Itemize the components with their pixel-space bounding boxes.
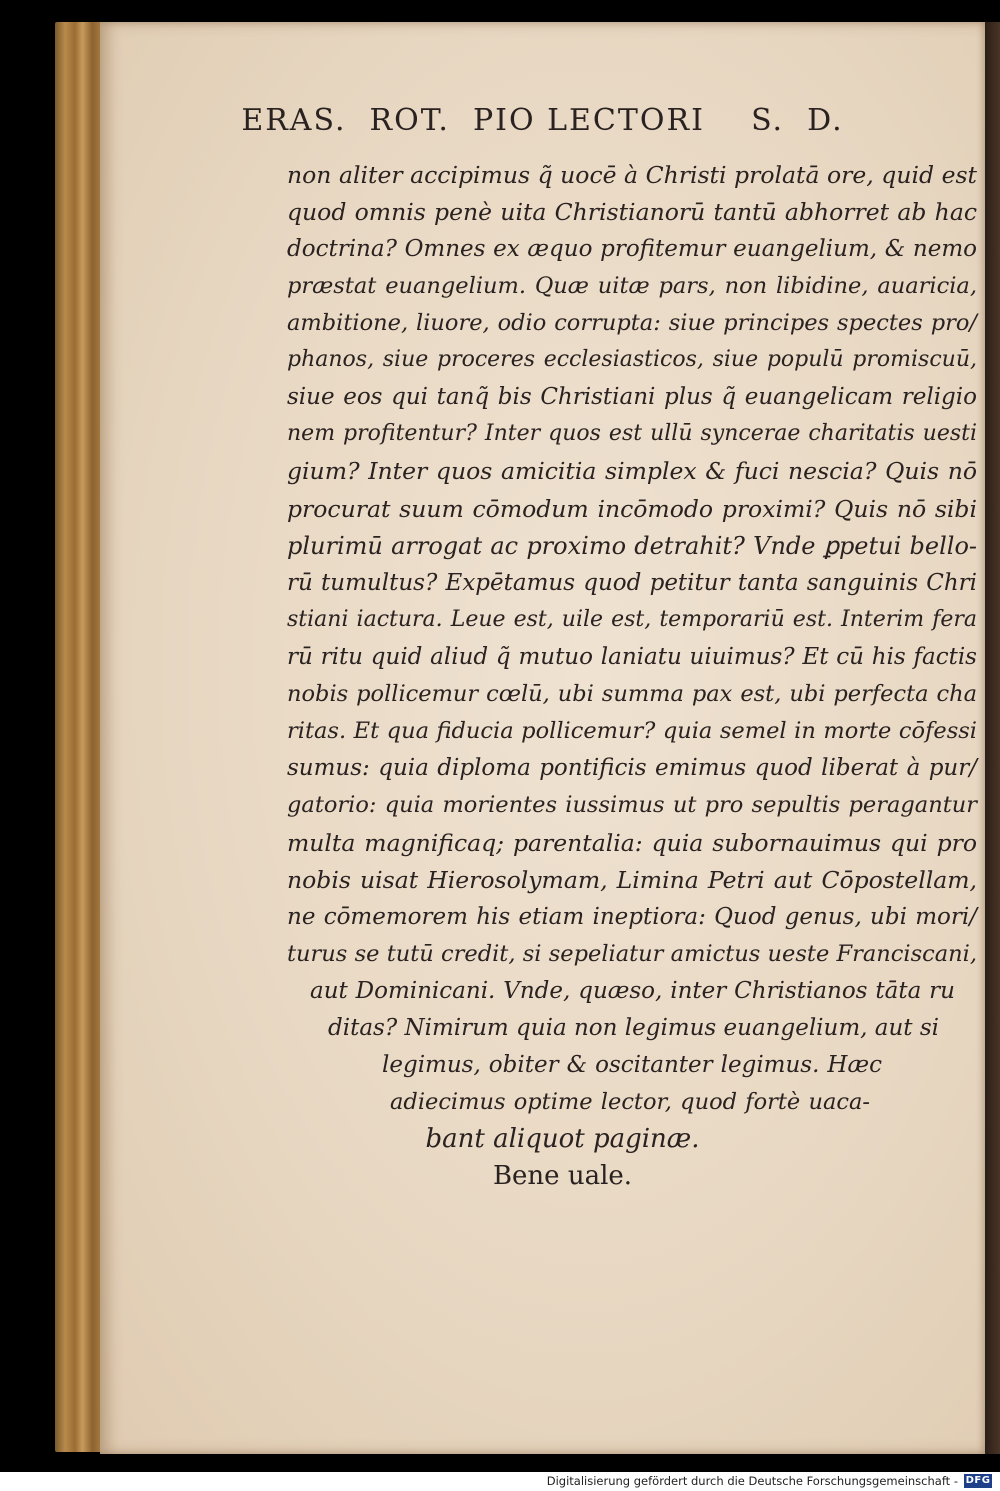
text-line: non aliter accipimus q̃ uocē à Christi prolatā ore, quid est [287, 161, 977, 189]
text-line: ditas? Nimirum quia non legimus euangelium, aut si [328, 1015, 940, 1041]
funding-credit: Digitalisierung gefördert durch die Deutsche Forschungsgemeinschaft - [546, 1474, 958, 1488]
text-line: stiani iactura. Leue est, uile est, temporariū est. Interim fera [287, 607, 977, 632]
text-line: doctrina? Omnes ex æquo profitemur euangelium, & nemo [287, 236, 977, 262]
text-line: procurat suum cōmodum incōmodo proximi? Quis nō sibi [287, 495, 977, 523]
text-line: gium? Inter quos amicitia simplex & fuci nescia? Quis nō [287, 457, 977, 485]
text-line: nem profitentur? Inter quos est ullū syncerae charitatis uesti [287, 421, 977, 446]
text-line: legimus, obiter & oscitanter legimus. Hæc [382, 1052, 882, 1078]
text-line: quod omnis penè uita Christianorū tantū abhorret ab hac [287, 198, 977, 226]
running-head: ERAS. ROT. PIO LECTORI S. D. [241, 103, 844, 138]
text-line: ritas. Et qua fiducia pollicemur? quia semel in morte cōfessi [287, 718, 977, 744]
text-line: siue eos qui tanq̃ bis Christiani plus q̃ euangelicam religio [287, 384, 977, 410]
text-line: rū ritu quid aliud q̃ mutuo laniatu uiuimus? Et cū his factis [287, 644, 977, 670]
text-line: turus se tutū credit, si sepeliatur amictus ueste Franciscani, [287, 941, 977, 967]
closing-line: Bene uale. [492, 1161, 633, 1191]
text-line: gatorio: quia morientes iussimus ut pro sepultis peragantur [287, 792, 977, 818]
digitization-footer [0, 1472, 1000, 1491]
text-line: ne cōmemorem his etiam ineptiora: Quod genus, ubi mori/ [287, 904, 977, 930]
text-line: multa magnificaq; parentalia: quia subornauimus qui pro [287, 829, 977, 857]
text-line: plurimū arrogat ac proximo detrahit? Vnde ꝑpetui bello- [287, 532, 977, 560]
text-line: adiecimus optime lector, quod fortè uaca- [390, 1089, 870, 1115]
text-line: nobis uisat Hierosolymam, Limina Petri aut Cōpostellam, [287, 866, 977, 894]
dfg-logo-icon: DFG [965, 1475, 991, 1486]
text-line: nobis pollicemur cœlū, ubi summa pax est, ubi perfecta cha [287, 681, 977, 707]
text-line: sumus: quia diploma pontificis emimus quod liberat à pur/ [287, 755, 977, 781]
text-line: phanos, siue proceres ecclesiasticos, siue populū promiscuū, [287, 347, 977, 372]
text-line: rū tumultus? Expētamus quod petitur tanta sanguinis Chri [287, 570, 977, 596]
text-line: bant aliquot paginæ. [425, 1124, 700, 1154]
text-line: præstat euangelium. Quæ uitæ pars, non libidine, auaricia, [287, 273, 977, 299]
text-line: ambitione, liuore, odio corrupta: siue principes spectes pro/ [287, 310, 977, 336]
text-line: aut Dominicani. Vnde, quæso, inter Christianos tāta ru [310, 978, 955, 1004]
